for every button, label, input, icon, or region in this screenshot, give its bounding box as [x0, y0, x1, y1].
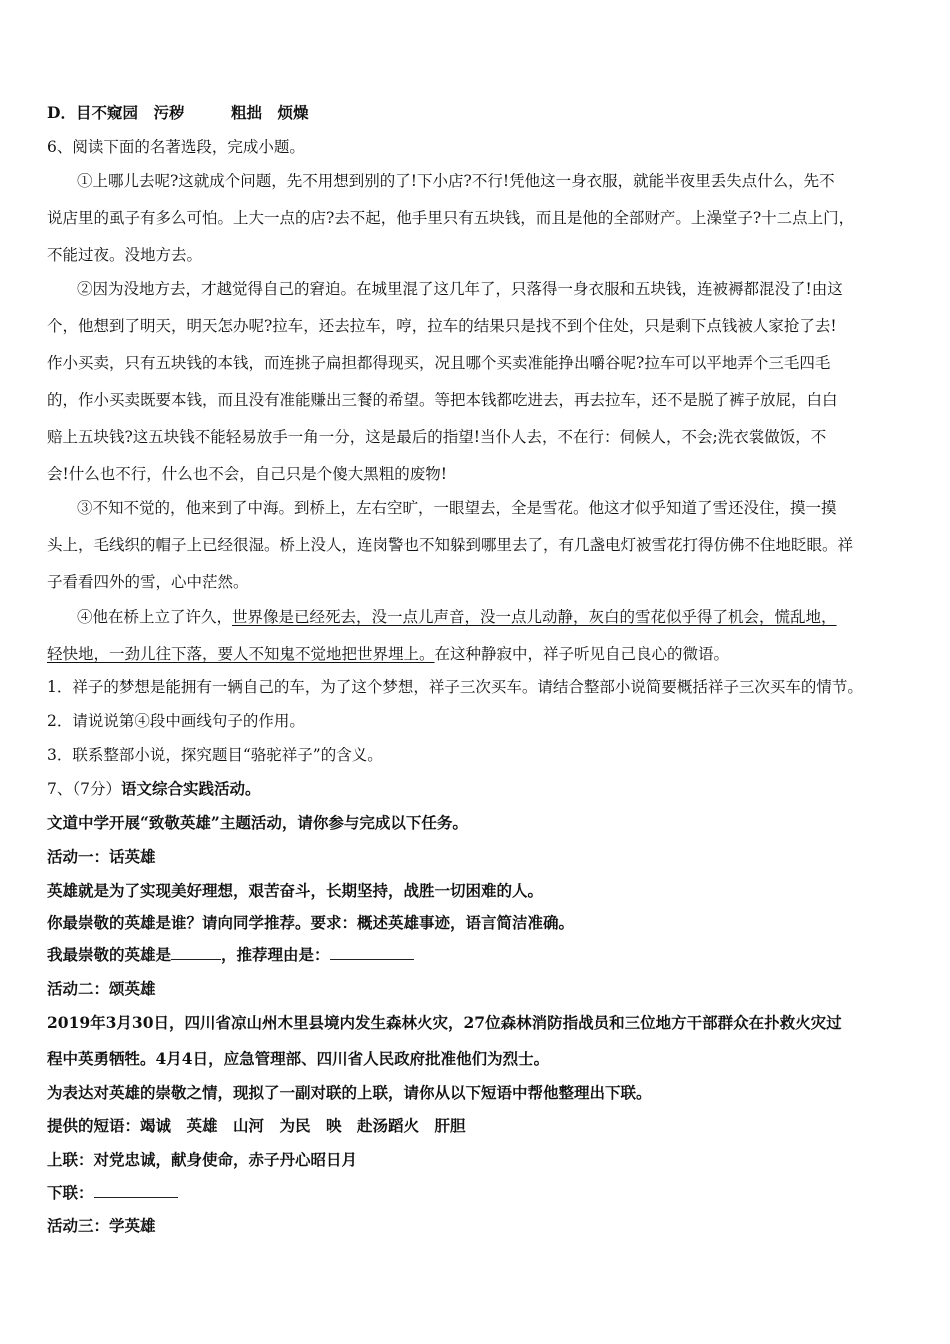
underlined-sentence-part1: 世界像是已经死去，没一点儿声音，没一点儿动静，灰白的雪花似乎得了机会，慌乱地， [232, 608, 837, 626]
couplet-lower [47, 1183, 178, 1203]
question-7-heading: 语文综合实践活动。 [120, 779, 261, 798]
activity-1-heading: 活动一：话英雄 [47, 847, 156, 866]
passage-p3-line2: 头上，毛线织的帽子上已经很湿。桥上没人，连岗警也不知躲到哪里去了，有几盏电灯被雪花打得仿佛不住地眨眼。祥 [47, 536, 854, 554]
passage-p2-line1: ②因为没地方去，才越觉得自己的窘迫。在城里混了这几年了，只落得一身衣服和五块钱，连被褥都混没了!由这 [77, 280, 843, 298]
activity-1-fill-line [47, 945, 414, 965]
activity-2-task: 为表达对英雄的崇敬之情，现拟了一副对联的上联，请你从以下短语中帮他整理出下联。 [47, 1083, 652, 1102]
passage-p4-line2 [47, 644, 729, 664]
activity-1-definition: 英雄就是为了实现美好理想，艰苦奋斗，长期坚持，战胜一切困难的人。 [47, 881, 544, 900]
sub-question-1: 1．祥子的梦想是能拥有一辆自己的车，为了这个梦想，祥子三次买车。请结合整部小说简要概括祥子三次买车的情节。 [47, 678, 863, 696]
activity-2-heading: 活动二：颂英雄 [47, 979, 156, 998]
passage-p2-line3: 作小买卖，只有五块钱的本钱，而连挑子扁担都得现买，况且哪个买卖准能挣出嚼谷呢?拉车可以平地弄个三毛四毛 [47, 354, 831, 372]
couplet-lower-label: 下联： [47, 1183, 94, 1202]
question-7-number: 7、（7分） [47, 780, 121, 798]
activity-1-task: 你最崇敬的英雄是谁？请向同学推荐。要求：概述英雄事迹，语言简洁准确。 [47, 913, 575, 932]
passage-p1-line1: ①上哪儿去呢?这就成个问题，先不用想到别的了!下小店?不行!凭他这一身衣服，就能半夜里丢失点什么，先不 [77, 172, 835, 190]
question-6-title: 6、阅读下面的名著选段，完成小题。 [47, 138, 305, 156]
couplet-upper: 上联：对党忠诚，献身使命，赤子丹心昭日月 [47, 1150, 358, 1169]
fill-middle: ，推荐理由是： [221, 945, 330, 964]
passage-p3-line1: ③不知不觉的，他来到了中海。到桥上，左右空旷，一眼望去，全是雪花。他这才似乎知道了雪还没住，摸一摸 [77, 499, 837, 517]
activity-2-phrases: 提供的短语：竭诚 英雄 山河 为民 映 赴汤蹈火 肝胆 [47, 1116, 466, 1135]
activity-2-news-line2: 程中英勇牺牲。4月4日，应急管理部、四川省人民政府批准他们为烈士。 [47, 1049, 550, 1068]
p4-tail: 在这种静寂中，祥子听见自己良心的微语。 [434, 645, 730, 663]
passage-p2-line4: 的，作小买卖既要本钱，而且没有准能赚出三餐的希望。等把本钱都吃进去，再去拉车，还不是脱了裤子放屁，白白 [47, 391, 838, 409]
reason-blank[interactable] [330, 945, 414, 960]
passage-p4-line1 [77, 607, 837, 627]
passage-p3-line3: 子看看四外的雪，心中茫然。 [47, 573, 249, 591]
passage-p2-line5: 赔上五块钱?这五块钱不能轻易放手一角一分，这是最后的指望!当仆人去，不在行：伺候人，不会;洗衣裳做饭，不 [47, 428, 827, 446]
passage-p2-line2: 个，他想到了明天，明天怎办呢?拉车，还去拉车，哼，拉车的结果只是找不到个住处，只是剩下点钱被人家抢了去! [47, 317, 837, 335]
question-7-intro: 文道中学开展“致敬英雄”主题活动，请你参与完成以下任务。 [47, 813, 468, 832]
passage-p1-line2: 说店里的虱子有多么可怕。上大一点的店?去不起，他手里只有五块钱，而且是他的全部财产。上澡堂子?十二点上门， [47, 209, 855, 227]
sub-question-2: 2．请说说第④段中画线句子的作用。 [47, 712, 305, 730]
sub-question-3: 3．联系整部小说，探究题目“骆驼祥子”的含义。 [47, 746, 383, 764]
passage-p1-line3: 不能过夜。没地方去。 [47, 246, 203, 264]
activity-2-news-line1: 2019年3月30日，四川省凉山州木里县境内发生森林火灾，27位森林消防指战员和三位地方干部群众在扑救火灾过 [47, 1013, 842, 1032]
question-7-title [47, 779, 261, 799]
option-d: D．目不窥园 污秽 粗拙 烦燥 [47, 103, 309, 122]
passage-p2-line6: 会!什么也不行，什么也不会，自己只是个傻大黑粗的废物! [47, 465, 447, 483]
p4-lead: ④他在桥上立了许久， [77, 608, 233, 626]
couplet-lower-blank[interactable] [94, 1183, 178, 1198]
fill-prefix: 我最崇敬的英雄是 [47, 945, 172, 964]
activity-3-heading: 活动三：学英雄 [47, 1216, 156, 1235]
hero-name-blank[interactable] [171, 945, 221, 960]
underlined-sentence-part2: 轻快地，一劲儿往下落，要人不知鬼不觉地把世界埋上。 [47, 645, 435, 663]
